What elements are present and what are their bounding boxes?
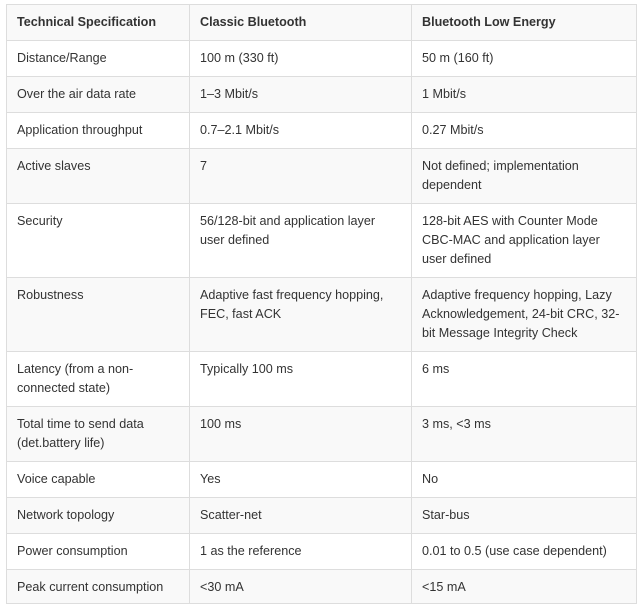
ble-value: 6 ms <box>412 352 637 407</box>
classic-value: 100 m (330 ft) <box>190 41 412 77</box>
classic-value: <30 mA <box>190 570 412 604</box>
header-technical-specification: Technical Specification <box>7 5 190 41</box>
ble-value: 1 Mbit/s <box>412 77 637 113</box>
classic-value: Typically 100 ms <box>190 352 412 407</box>
row-label: Network topology <box>7 498 190 534</box>
row-label: Power consumption <box>7 534 190 570</box>
table-row <box>7 41 637 77</box>
ble-value: Not defined; implementation dependent <box>412 149 637 204</box>
ble-value: Star-bus <box>412 498 637 534</box>
classic-value: 1–3 Mbit/s <box>190 77 412 113</box>
classic-value: Adaptive fast frequency hopping, FEC, fast ACK <box>190 278 412 352</box>
header-bluetooth-low-energy: Bluetooth Low Energy <box>412 5 637 41</box>
row-label: Application throughput <box>7 113 190 149</box>
table-row <box>7 77 637 113</box>
row-label: Robustness <box>7 278 190 352</box>
classic-value: 56/128-bit and application layer user defined <box>190 204 412 278</box>
spec-table <box>6 4 637 604</box>
table-row <box>7 570 637 604</box>
classic-value: 7 <box>190 149 412 204</box>
table-row <box>7 149 637 204</box>
classic-value: 0.7–2.1 Mbit/s <box>190 113 412 149</box>
row-label: Voice capable <box>7 462 190 498</box>
header-classic-bluetooth: Classic Bluetooth <box>190 5 412 41</box>
table-header <box>7 5 637 41</box>
classic-value: 100 ms <box>190 407 412 462</box>
row-label: Over the air data rate <box>7 77 190 113</box>
row-label: Latency (from a non-connected state) <box>7 352 190 407</box>
table-row <box>7 462 637 498</box>
ble-value: Adaptive frequency hopping, Lazy Acknowledgement, 24-bit CRC, 32-bit Message Integrity Check <box>412 278 637 352</box>
row-label: Security <box>7 204 190 278</box>
ble-value: 0.27 Mbit/s <box>412 113 637 149</box>
ble-value: 128-bit AES with Counter Mode CBC-MAC and application layer user defined <box>412 204 637 278</box>
row-label: Peak current consumption <box>7 570 190 604</box>
table-row <box>7 352 637 407</box>
table-row <box>7 534 637 570</box>
table-row <box>7 278 637 352</box>
classic-value: Scatter-net <box>190 498 412 534</box>
table-row <box>7 113 637 149</box>
row-label: Distance/Range <box>7 41 190 77</box>
header-row <box>7 5 637 41</box>
ble-value: 0.01 to 0.5 (use case dependent) <box>412 534 637 570</box>
row-label: Total time to send data (det.battery life) <box>7 407 190 462</box>
table-body <box>7 41 637 604</box>
row-label: Active slaves <box>7 149 190 204</box>
ble-value: 50 m (160 ft) <box>412 41 637 77</box>
table-row <box>7 498 637 534</box>
classic-value: Yes <box>190 462 412 498</box>
table-row <box>7 407 637 462</box>
ble-value: No <box>412 462 637 498</box>
ble-value: <15 mA <box>412 570 637 604</box>
ble-value: 3 ms, <3 ms <box>412 407 637 462</box>
table-row <box>7 204 637 278</box>
classic-value: 1 as the reference <box>190 534 412 570</box>
